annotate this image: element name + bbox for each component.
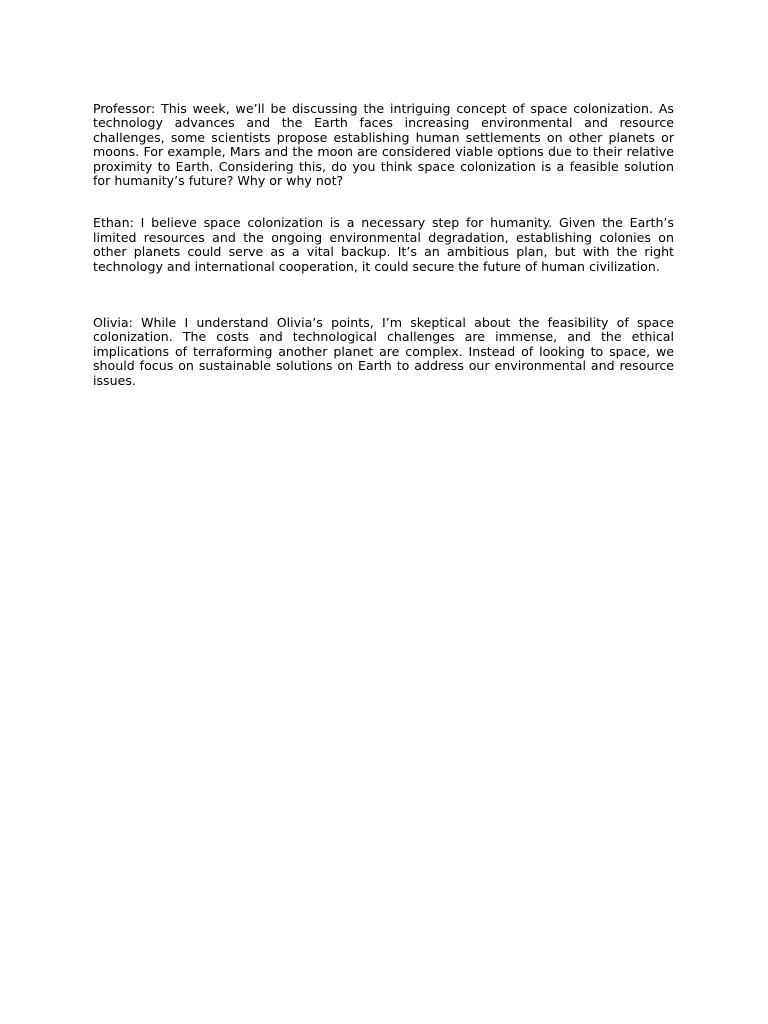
document-body xyxy=(93,102,674,388)
ethan-paragraph: Ethan: I believe space colonization is a necessary step for humanity. Given the Earth’s limited resources and the ongoing environmental degradation, establishing colonies on other planets could serve as a vital backup. It’s an ambitious plan, but with the right technology and international cooperation, it could secure the future of human civilization. xyxy=(93,215,674,274)
olivia-paragraph: Olivia: While I understand Olivia’s points, I’m skeptical about the feasibility of space colonization. The costs and technological challenges are immense, and the ethical implications of terraforming another planet are complex. Instead of looking to space, we should focus on sustainable solutions on Earth to address our environmental and resource issues. xyxy=(93,315,674,388)
professor-paragraph: Professor: This week, we’ll be discussing the intriguing concept of space colonization. As technology advances and the Earth faces increasing environmental and resource challenges, some scientists propose establishing human settlements on other planets or moons. For example, Mars and the moon are considered viable options due to their relative proximity to Earth. Considering this, do you think space colonization is a feasible solution for humanity’s future? Why or why not? xyxy=(93,101,674,189)
